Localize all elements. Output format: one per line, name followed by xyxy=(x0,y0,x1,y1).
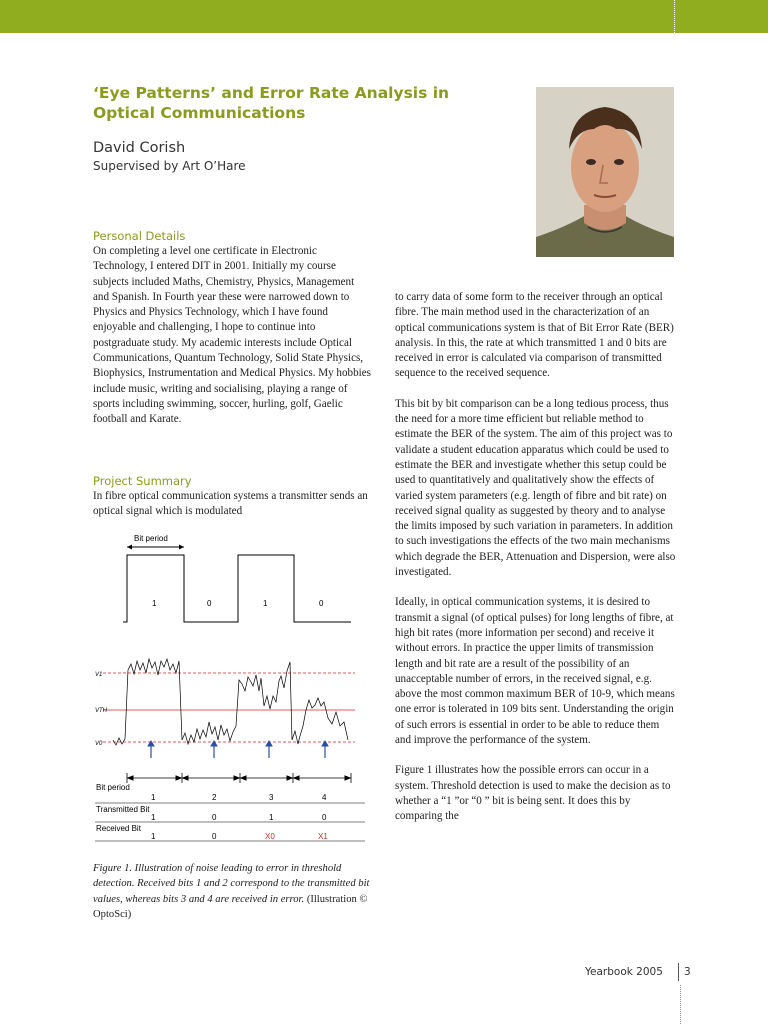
v1-label: V1 xyxy=(95,672,103,678)
right-paragraph: to carry data of some form to the receiver through an optical fibre. The main method used in the characterization of an optical communications system is that of Bit Error Rate (BER) analysis. In this, the rate at which transmitted 1 and 0 bits are received in error is calculated via comparison of transmitted sequence to the received sequence. xyxy=(395,291,674,380)
right-paragraph: Ideally, in optical communication systems, it is desired to transmit a signal (of optical pulses) for long lengths of fibre, at high bit rates (more information per second) and receive it without errors. In practice the upper limits of transmission length and bit rate are a result of the possibility of an unacceptable number of errors, in the received signal, e.g. above the most common maximum BER of 10-9, which means one error is tolerated in 109 bits sent. Understanding the origin of such errors is essential in order to be able to reduce them and improve the performance of the system. xyxy=(395,596,675,747)
figure-caption xyxy=(93,861,373,922)
pulse-bit-label: 1 xyxy=(152,599,157,608)
arrowhead xyxy=(266,741,272,746)
arrowhead xyxy=(345,776,350,780)
right-paragraph: This bit by bit comparison can be a long tedious process, thus the need for a more time efficient but reliable method to estimate the BER of the system. The aim of this project was to validate a student education apparatus which could be used to estimate the BER and investigate whether this setup could be used to quantitatively and qualitatively show the effects of varied system parameters (e.g. length of fibre and bit rate) on received signal quality as suggested by theory and to analyse the limits imposed by such variation in parameters. In addition to such investigations the effects of the two main mechanisms which degrade the BER, Attenuation and Dispersion, were also investigated. xyxy=(395,397,676,579)
personal-details-heading: Personal Details xyxy=(93,229,186,243)
noisy-received-signal xyxy=(113,659,348,745)
arrowhead xyxy=(127,545,132,550)
bit-period-label: Bit period xyxy=(134,534,168,543)
arrowhead xyxy=(176,776,181,780)
footer-separator xyxy=(678,963,679,981)
figure-1 xyxy=(93,530,371,850)
personal-details-text xyxy=(93,244,371,428)
period-number: 2 xyxy=(212,793,217,802)
arrowhead xyxy=(234,776,239,780)
v0-label: V0 xyxy=(95,741,103,747)
pulse-bit-label: 0 xyxy=(319,599,324,608)
author-name: David Corish xyxy=(93,140,186,156)
period-arrows xyxy=(127,773,351,783)
pulse-bit-label: 1 xyxy=(263,599,268,608)
right-paragraph: Figure 1 illustrates how the possible errors can occur in a system. Threshold detection is used to make the decision as to whether a “1 ”or “0 ” bit is being sent. It does this by comparing the xyxy=(395,764,671,823)
transmitted-value: 1 xyxy=(269,813,274,822)
period-number: 4 xyxy=(322,793,327,802)
footer-publication: Yearbook 2005 xyxy=(585,966,663,978)
transmitted-value: 1 xyxy=(151,813,156,822)
personal-details-paragraph: On completing a level one certificate in Electronic Technology, I entered DIT in 2001. Initially my course subjects included Maths, Chemistry, Physics, Management and Spanish. In Fourth year these were narrowed down to Physics and Physics Technology, which I have found enjoyable and challenging, I hope to continue into postgraduate study. My academic interests include Optical Communications, Quantum Technology, Solid State Physics, Biophysics, Instrumentation and Medical Physics. My hobbies include music, writing and socialising, playing a range of sports including swimming, soccer, hurling, golf, Gaelic football and Karate. xyxy=(93,245,371,426)
caption-credit: (Illustration © OptoSci) xyxy=(93,893,368,920)
supervisor-line: Supervised by Art O’Hare xyxy=(93,159,246,173)
received-value: 1 xyxy=(151,832,156,841)
arrowhead xyxy=(183,776,188,780)
transmitted-value: 0 xyxy=(322,813,327,822)
pulse-bit-label: 0 xyxy=(207,599,212,608)
right-column-text xyxy=(395,290,677,825)
arrowhead xyxy=(322,741,328,746)
project-summary-text xyxy=(93,489,371,520)
received-value: 0 xyxy=(212,832,217,841)
row-label-received: Received Bit xyxy=(96,824,141,833)
received-value-error: X0 xyxy=(265,832,275,841)
author-photo xyxy=(536,87,674,257)
row-label-transmitted: Transmitted Bit xyxy=(96,805,150,814)
banner-divider xyxy=(674,0,675,33)
vth-label: VTH xyxy=(95,708,107,714)
arrowhead xyxy=(211,741,217,746)
caption-text: Figure 1. Illustration of noise leading to error in threshold detection. Received bits 1 and 2 correspond to the transmitted bit values, whereas bits 3 and 4 are received in error. xyxy=(93,863,370,905)
period-number: 3 xyxy=(269,793,274,802)
arrowhead xyxy=(294,776,299,780)
transmitted-value: 0 xyxy=(212,813,217,822)
arrowhead xyxy=(179,545,184,550)
row-label-bit-period: Bit period xyxy=(96,783,130,792)
page-number: 3 xyxy=(684,966,691,978)
footer-divider xyxy=(680,985,681,1024)
arrowhead xyxy=(241,776,246,780)
project-summary-paragraph: In fibre optical communication systems a transmitter sends an optical signal which is modulated xyxy=(93,490,368,518)
arrowhead xyxy=(287,776,292,780)
period-number: 1 xyxy=(151,793,156,802)
transmitted-pulse-waveform xyxy=(123,555,351,622)
article-title: ‘Eye Patterns’ and Error Rate Analysis in Optical Communications xyxy=(93,84,450,122)
top-banner xyxy=(0,0,768,33)
received-value-error: X1 xyxy=(318,832,328,841)
project-summary-heading: Project Summary xyxy=(93,474,192,488)
arrowhead xyxy=(128,776,133,780)
sampling-arrows xyxy=(148,741,328,758)
